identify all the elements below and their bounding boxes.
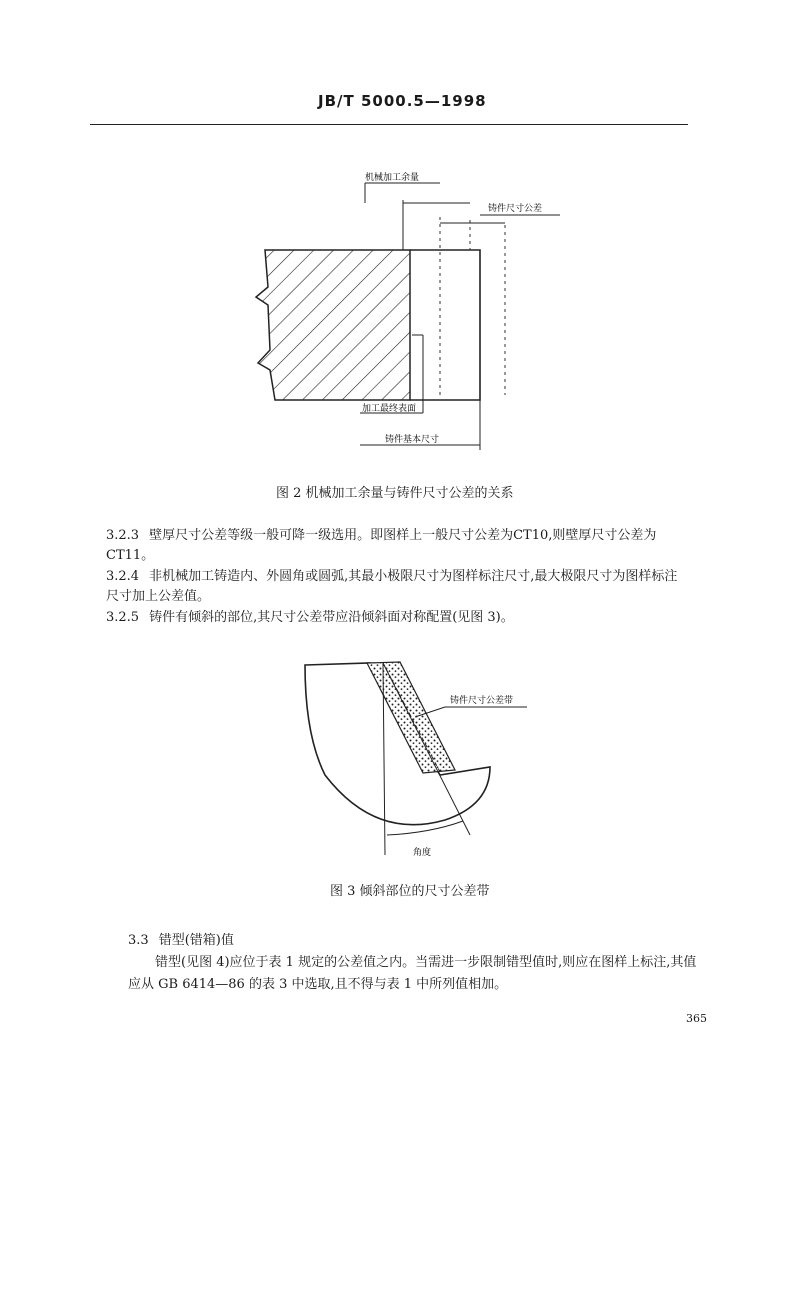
casting-outline <box>410 250 480 400</box>
figure-2 <box>240 165 570 455</box>
label-final-surface: 加工最终表面 <box>362 404 417 414</box>
paragraph-text: 非机械加工铸造内、外圆角或圆弧,其最小极限尺寸为图样标注尺寸,最大极限尺寸为图样标注 <box>149 569 678 584</box>
figure-3 <box>295 655 555 865</box>
label-basic-size: 铸件基本尺寸 <box>385 435 440 445</box>
paragraph-text: CT11。 <box>106 548 155 563</box>
label-casting-tolerance: 铸件尺寸公差 <box>488 204 543 214</box>
paragraph-3-2-4-cont <box>106 586 210 608</box>
paragraph-number: 3.2.3 <box>106 528 140 543</box>
paragraph-3-2-5 <box>106 607 514 629</box>
figure-2-caption: 图 2 机械加工余量与铸件尺寸公差的关系 <box>276 486 514 501</box>
section-3-3-line-2: 应从 GB 6414—86 的表 3 中选取,且不得与表 1 中所列值相加。 <box>128 977 508 992</box>
paragraph-3-2-3 <box>106 525 656 547</box>
paragraph-text: 尺寸加上公差值。 <box>106 589 211 604</box>
figure-2-diagram <box>240 165 570 455</box>
section-3-3-heading <box>128 930 234 952</box>
paragraph-number: 3.2.5 <box>106 610 140 625</box>
label-angle: 角度 <box>413 848 432 858</box>
paragraph-text: 壁厚尺寸公差等级一般可降一级选用。即图样上一般尺寸公差为CT10,则壁厚尺寸公差为 <box>149 528 657 543</box>
header-rule <box>90 124 688 125</box>
hatched-section <box>256 250 410 400</box>
figure-3-caption: 图 3 倾斜部位的尺寸公差带 <box>330 884 490 899</box>
label-tolerance-band: 铸件尺寸公差带 <box>450 696 514 706</box>
page-number: 365 <box>686 1012 707 1025</box>
paragraph-3-2-4 <box>106 566 677 588</box>
section-number: 3.3 <box>128 933 149 948</box>
label-machining-allowance: 机械加工余量 <box>365 173 420 183</box>
section-3-3-line-1: 错型(见图 4)应位于表 1 规定的公差值之内。当需进一步限制错型值时,则应在图样上标注,其值 <box>155 955 697 970</box>
paragraph-text: 铸件有倾斜的部位,其尺寸公差带应沿倾斜面对称配置(见图 3)。 <box>149 610 514 625</box>
paragraph-number: 3.2.4 <box>106 569 140 584</box>
document-code: JB/T 5000.5—1998 <box>318 92 487 110</box>
paragraph-3-2-3-cont <box>106 545 154 567</box>
section-heading: 错型(错箱)值 <box>158 933 234 948</box>
figure-3-diagram <box>295 655 555 865</box>
